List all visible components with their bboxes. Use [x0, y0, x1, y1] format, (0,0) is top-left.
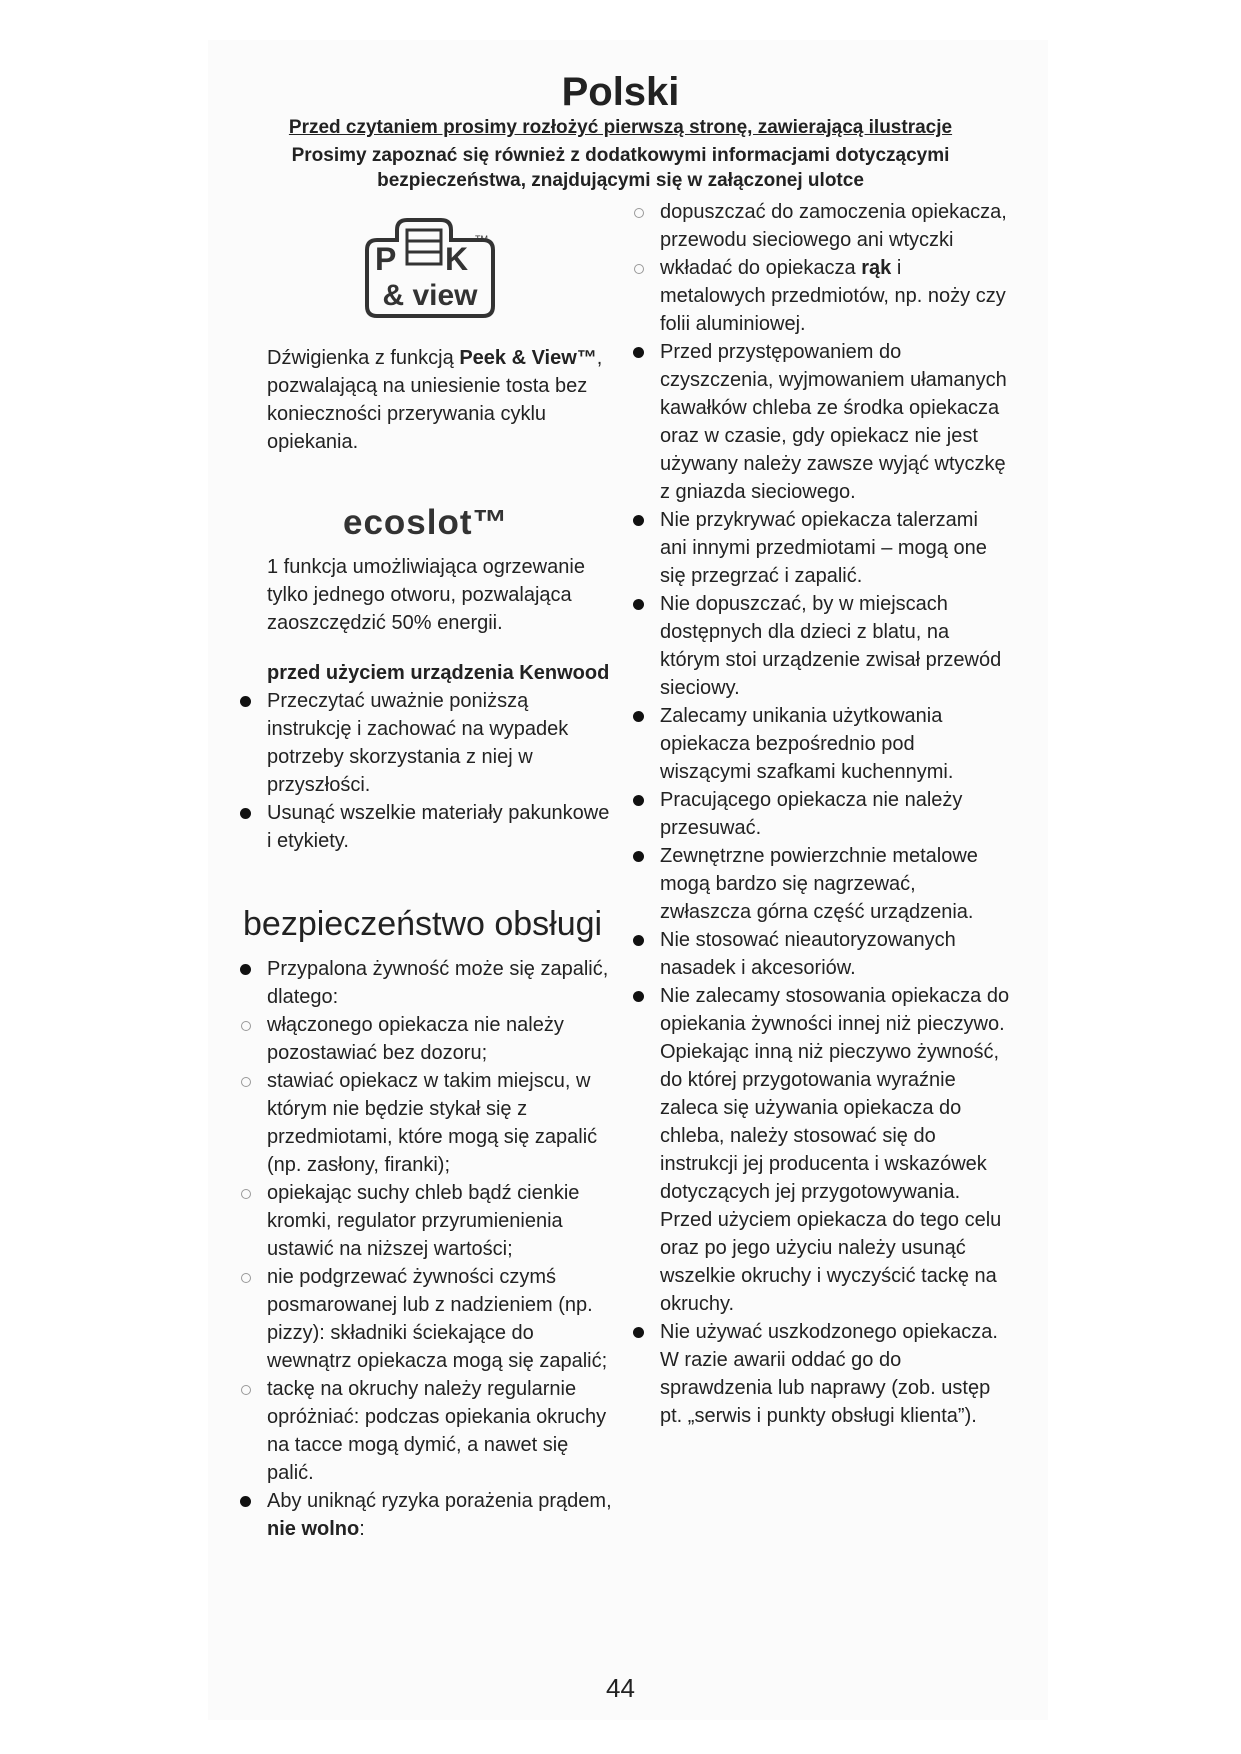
- safety-list: [243, 955, 617, 1543]
- list-item: Nie używać uszkodzonego opiekacza. W razie awarii oddać go do sprawdzenia lub naprawy (zob. ustęp pt. „serwis i punkty obsługi klienta”).: [636, 1318, 1010, 1430]
- list-item: Pracującego opiekacza nie należy przesuwać.: [636, 786, 1010, 842]
- ecoslot-description: [267, 553, 617, 637]
- sub-list-item: wkładać do opiekacza rąk i metalowych przedmiotów, np. noży czy folii aluminiowej.: [636, 254, 1010, 338]
- page-title: Polski: [561, 70, 680, 114]
- sub-list-item: opiekając suchy chleb bądź cienkie kromki, regulator przyrumienienia ustawić na niższej wartości;: [243, 1179, 617, 1263]
- subtitle-note: [0, 143, 1241, 193]
- peek-tm-mark: TM: [475, 234, 488, 244]
- sub-list-item: włączonego opiekacza nie należy pozostawiać bez dozoru;: [243, 1011, 617, 1067]
- peek-view-logo-graphic: [357, 210, 503, 320]
- list-item: Usunąć wszelkie materiały pakunkowe i etykiety.: [243, 799, 617, 855]
- page-number: 44: [606, 1673, 635, 1703]
- list-item: Zewnętrzne powierzchnie metalowe mogą bardzo się nagrzewać, zwłaszcza górna część urządzenia.: [636, 842, 1010, 926]
- list-item: Nie przykrywać opiekacza talerzami ani innymi przedmiotami – mogą one się przegrzać i zapalić.: [636, 506, 1010, 590]
- svg-text:K: K: [445, 241, 469, 277]
- peek-view-logo: [357, 210, 503, 325]
- list-item: Przeczytać uważnie poniższą instrukcję i zachować na wypadek potrzeby skorzystania z niej w przyszłości.: [243, 687, 617, 799]
- list-item: Nie zalecamy stosowania opiekacza do opiekania żywności innej niż pieczywo. Opiekając inną niż pieczywo żywność, do której przygotowania wyraźnie zaleca się używania opiekacza do chleba, należy stosować się do instrukcji jej producenta i wskazówek dotyczących jej przygotowywania. Przed użyciem opiekacza do tego celu oraz po jego użyciu należy usunąć wszelkie okruchy i wyczyścić tackę na okruchy.: [636, 982, 1010, 1318]
- before-use-heading: przed użyciem urządzenia Kenwood: [267, 662, 610, 684]
- peek-description-text: Dźwigienka z funkcją Peek & View™, pozwalającą na uniesienie tosta bez konieczności przerywania cyklu opiekania.: [267, 347, 603, 453]
- subtitle-underlined: Przed czytaniem prosimy rozłożyć pierwszą stronę, zawierającą ilustracje: [288, 117, 953, 138]
- list-item: Przypalona żywność może się zapalić, dlatego:: [243, 955, 617, 1011]
- svg-text:P: P: [375, 241, 397, 277]
- subtitle-note-line1: Prosimy zapoznać się również z dodatkowymi informacjami dotyczącymi: [291, 145, 950, 166]
- ecoslot-description-text: 1 funkcja umożliwiająca ogrzewanie tylko jednego otworu, pozwalająca zaoszczędzić 50% energii.: [267, 556, 585, 634]
- peek-logo-bottom: & view: [382, 279, 478, 312]
- safety-heading: bezpieczeństwo obsługi: [243, 905, 603, 943]
- sub-list-item: stawiać opiekacz w takim miejscu, w którym nie będzie stykał się z przedmiotami, które mogą się zapalić (np. zasłony, firanki);: [243, 1067, 617, 1179]
- list-item: Aby uniknąć ryzyka porażenia prądem, nie wolno:: [243, 1487, 617, 1543]
- list-item: Zalecamy unikania użytkowania opiekacza bezpośrednio pod wiszącymi szafkami kuchennymi.: [636, 702, 1010, 786]
- safety-list-continued: [636, 198, 1010, 1430]
- sub-list-item: tackę na okruchy należy regularnie opróżniać: podczas opiekania okruchy na tacce mogą dymić, a nawet się palić.: [243, 1375, 617, 1487]
- sub-list-item: nie podgrzewać żywności czymś posmarowanej lub z nadzieniem (np. pizzy): składniki ściekające do wewnątrz opiekacza mogą się zapalić;: [243, 1263, 617, 1375]
- sub-list-item: dopuszczać do zamoczenia opiekacza, przewodu sieciowego ani wtyczki: [636, 198, 1010, 254]
- before-use-section: [243, 659, 617, 855]
- list-item: Przed przystępowaniem do czyszczenia, wyjmowaniem ułamanych kawałków chleba ze środka opiekacza oraz w czasie, gdy opiekacz nie jest używany należy zawsze wyjąć wtyczkę z gniazda sieciowego.: [636, 338, 1010, 506]
- peek-description: [267, 344, 617, 456]
- subtitle-note-line2: bezpieczeństwa, znajdującymi się w załączonej ulotce: [377, 170, 864, 191]
- list-item: Nie dopuszczać, by w miejscach dostępnych dla dzieci z blatu, na którym stoi urządzenie zwisał przewód sieciowy.: [636, 590, 1010, 702]
- ecoslot-logo: ecoslot™: [343, 503, 509, 542]
- list-item: Nie stosować nieautoryzowanych nasadek i akcesoriów.: [636, 926, 1010, 982]
